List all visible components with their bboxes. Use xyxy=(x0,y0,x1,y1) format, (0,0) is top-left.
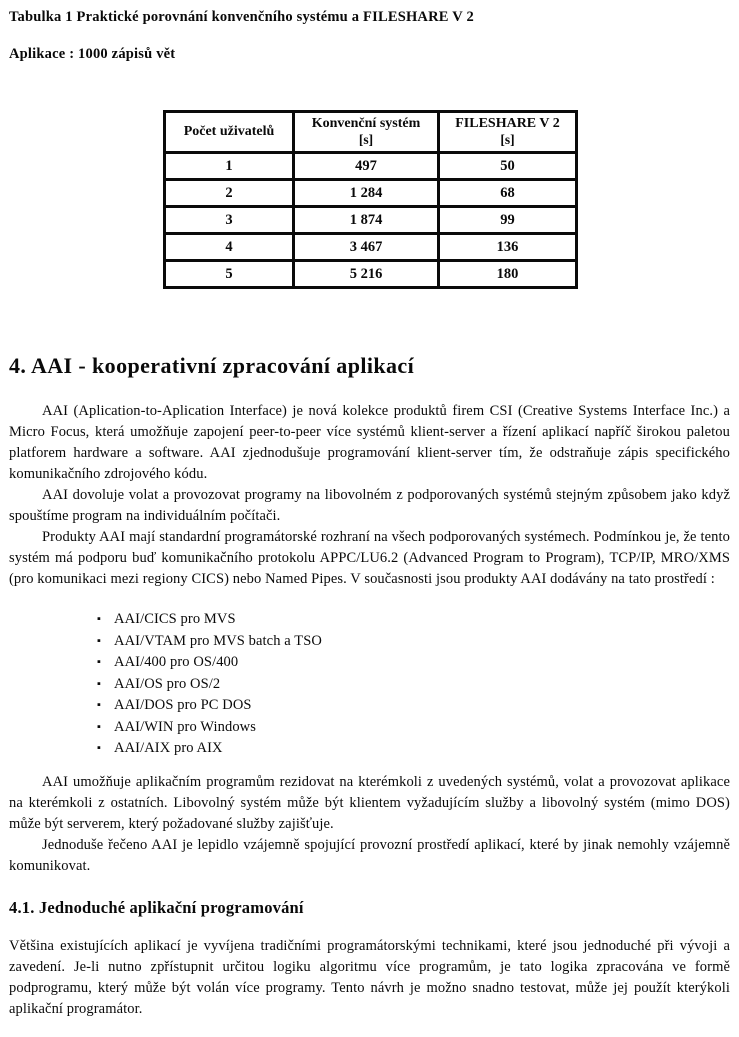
square-bullet-icon: ▪ xyxy=(97,720,101,733)
table-cell-users: 2 xyxy=(165,180,294,207)
table-cell-fileshare: 99 xyxy=(439,207,577,234)
paragraph-aai-call: AAI dovoluje volat a provozovat programy na libovolném z podporovaných systémů stejným způsobem jako když spouštíme program na individuálním počítači. xyxy=(9,487,730,524)
comparison-table xyxy=(163,110,578,289)
table-row xyxy=(165,180,577,207)
header-label: Počet uživatelů xyxy=(183,124,275,139)
square-bullet-icon: ▪ xyxy=(97,656,101,668)
table-row xyxy=(165,234,577,261)
table-cell-conventional: 3 467 xyxy=(294,234,439,261)
square-bullet-icon: ▪ xyxy=(97,699,101,711)
paragraph-aai-reside: AAI umožňuje aplikačním programům rezidovat na kterémkoli z uvedených systémů, volat a provozovat aplikace na kterémkoli z ostatních. Libovolný systém může být klientem vyžadujícím služby a libovolný systém (mimo DOS) může být serverem, který požadované služby zajišťuje. xyxy=(9,773,730,832)
table-cell-users: 5 xyxy=(165,261,294,288)
list-item-label: AAI/OS pro OS/2 xyxy=(114,675,221,692)
table-cell-users: 4 xyxy=(165,234,294,261)
list-item xyxy=(97,738,730,760)
header-unit: [s] xyxy=(358,132,374,147)
subsection-heading: 4.1. Jednoduché aplikační programování xyxy=(9,897,304,917)
header-label: FILESHARE V 2 xyxy=(455,116,560,131)
table-caption: Tabulka 1 Praktické porovnání konvenčního systému a FILESHARE V 2 xyxy=(9,9,474,25)
list-item xyxy=(97,695,730,717)
list-item-label: AAI/WIN pro Windows xyxy=(114,718,257,735)
paragraph-aai-products: Produkty AAI mají standardní programátorské rozhraní na všech podporovaných systémech. Podmínkou je, že tento systém má podporu buď komunikačního protokolu APPC/LU6.2 (Advanced Program to Program), TCP/IP, MRO/XMS (pro komunikaci mezi regiony CICS) nebo Named Pipes. V současnosti jsou produkty AAI dodávány na tato prostředí : xyxy=(9,529,730,587)
table-header-conventional xyxy=(294,112,439,153)
paragraph-aai-intro: AAI (Aplication-to-Aplication Interface) je nová kolekce produktů firem CSI (Creative Systems Interface Inc.) a Micro Focus, která umožňuje zapojení peer-to-peer více systémů klient-server a řízení aplikací napříč širokou paletou platforem hardware a software. AAI zjednodušuje programování klient-server tím, že odstraňuje zápis specifického komunikačního zdrojového kódu. xyxy=(9,403,730,482)
list-item xyxy=(97,717,730,739)
table-cell-conventional: 1 874 xyxy=(294,207,439,234)
list-item xyxy=(97,652,730,674)
table-cell-conventional: 1 284 xyxy=(294,180,439,207)
square-bullet-icon: ▪ xyxy=(97,742,101,754)
table-header-fileshare xyxy=(439,112,577,153)
table-header-row xyxy=(165,112,577,153)
paragraph-aai-glue: Jednoduše řečeno AAI je lepidlo vzájemně spojující provozní prostředí aplikací, které by jinak nemohly vzájemně komunikovat. xyxy=(9,836,730,874)
table-cell-fileshare: 50 xyxy=(439,153,577,180)
list-item-label: AAI/400 pro OS/400 xyxy=(114,654,239,670)
square-bullet-icon: ▪ xyxy=(97,613,101,625)
table-row xyxy=(165,207,577,234)
table-cell-conventional: 497 xyxy=(294,153,439,180)
platform-bullet-list xyxy=(9,609,730,760)
section-heading: 4. AAI - kooperativní zpracování aplikací xyxy=(9,353,415,378)
list-item-label: AAI/CICS pro MVS xyxy=(114,611,236,627)
table-cell-conventional: 5 216 xyxy=(294,261,439,288)
comparison-table-container xyxy=(163,110,730,289)
list-item-label: AAI/DOS pro PC DOS xyxy=(114,697,252,713)
table-header-users xyxy=(165,112,294,153)
header-label: Konvenční systém xyxy=(311,116,421,131)
table-cell-fileshare: 136 xyxy=(439,234,577,261)
table-cell-fileshare: 68 xyxy=(439,180,577,207)
table-cell-users: 1 xyxy=(165,153,294,180)
paragraph-simple-programming: Většina existujících aplikací je vyvíjena tradičními programátorskými technikami, které jsou jednoduché při vývoji a zavedení. Je-li nutno zpřístupnit určitou logiku algoritmu více programům, je tato logika zpracována ve formě podprogramu, který může být volán více programy. Tento návrh je možno snadno testovat, může jej použít kterýkoli aplikační programátor. xyxy=(9,937,730,1017)
table-cell-users: 3 xyxy=(165,207,294,234)
header-unit: [s] xyxy=(500,132,515,147)
list-item xyxy=(97,674,730,696)
square-bullet-icon: ▪ xyxy=(97,634,101,647)
table-row xyxy=(165,261,577,288)
table-row xyxy=(165,153,577,180)
square-bullet-icon: ▪ xyxy=(97,677,101,690)
application-line: Aplikace : 1000 zápisů vět xyxy=(9,46,176,62)
list-item-label: AAI/AIX pro AIX xyxy=(114,740,223,756)
list-item xyxy=(97,631,730,653)
list-item xyxy=(97,609,730,631)
table-cell-fileshare: 180 xyxy=(439,261,577,288)
list-item-label: AAI/VTAM pro MVS batch a TSO xyxy=(114,632,322,649)
